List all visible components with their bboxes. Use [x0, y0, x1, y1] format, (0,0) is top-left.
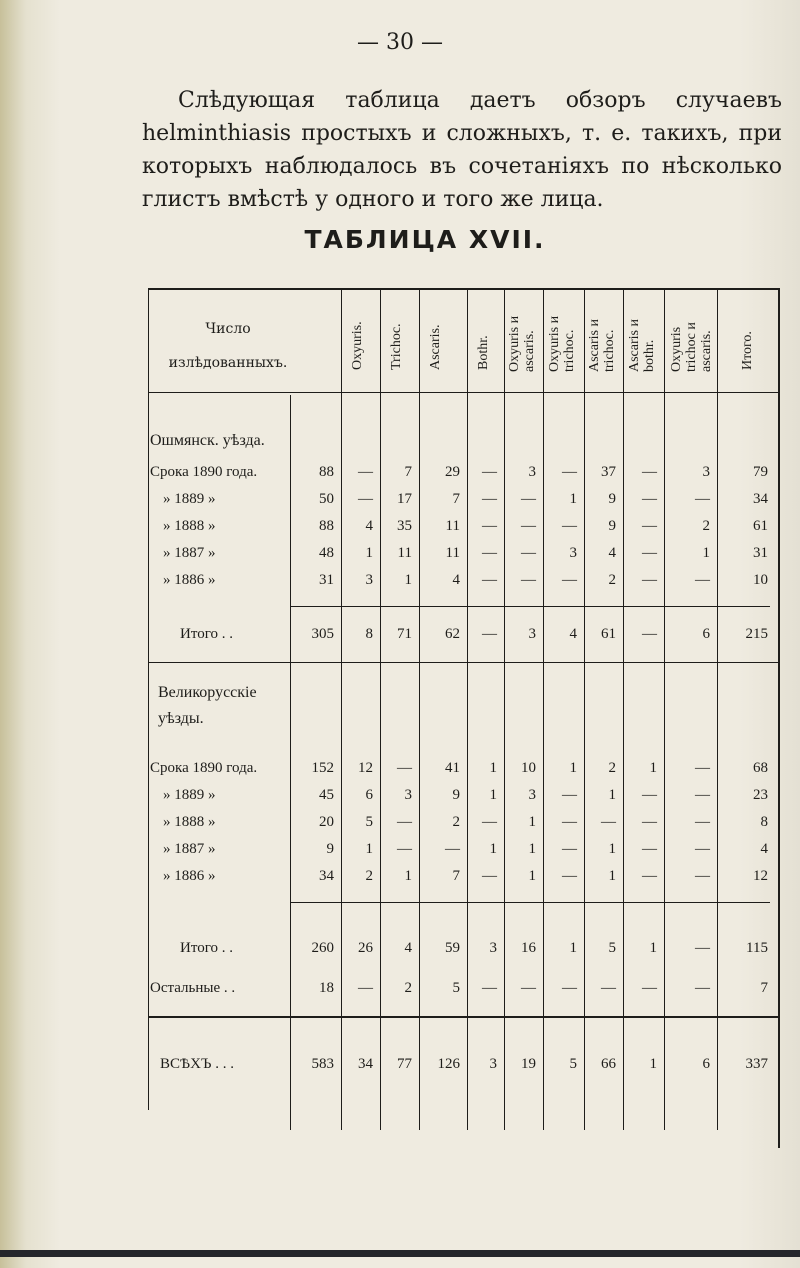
col-rule [543, 288, 544, 1130]
table-cell: — [397, 841, 412, 857]
table-cell: 1 [569, 760, 577, 776]
table-cell: 1 [528, 841, 536, 857]
table-cell: — [521, 518, 536, 534]
table-cell: 6 [702, 1056, 710, 1072]
table-cell: 18 [319, 980, 334, 996]
table-cell: 16 [521, 940, 536, 956]
table-cell: 3 [569, 545, 577, 561]
table-cell: 337 [745, 1056, 768, 1072]
table-cell: 61 [601, 626, 616, 642]
col-rule [504, 288, 505, 1130]
table-cell: — [642, 491, 657, 507]
table-cell: — [397, 760, 412, 776]
header-line: Oxyuris [669, 326, 684, 372]
table-cell: 20 [319, 814, 334, 830]
table-cell: — [482, 518, 497, 534]
table-cell: — [642, 814, 657, 830]
table-cell: 8 [365, 626, 373, 642]
header-oxyuris-ascaris [507, 316, 537, 372]
table-cell: 7 [404, 464, 412, 480]
intro-paragraph: Слѣдующая таблица даетъ обзоръ случаевъ helminthiasis простыхъ и сложныхъ, т. е. такихъ, при которыхъ наблюдалось въ сочетаніяхъ по нѣсколько глистъ вмѣстѣ у одного и того же лица. [142, 88, 782, 212]
row-label: » 1886 » [163, 572, 216, 588]
table-cell: 3 [404, 787, 412, 803]
table-cell: — [695, 814, 710, 830]
section-velikorusskie [158, 680, 257, 732]
table-cell: — [601, 980, 616, 996]
table-cell: — [482, 868, 497, 884]
col-rule [380, 288, 381, 1130]
header-ascaris-trichoc [587, 319, 617, 372]
table-left-rule [148, 288, 149, 1110]
table-cell: 88 [319, 518, 334, 534]
subtotal-rule-1 [290, 606, 770, 607]
table-cell: 6 [365, 787, 373, 803]
table-cell: 1 [702, 545, 710, 561]
header-ascaris-bothr [627, 319, 657, 372]
table-cell: — [695, 980, 710, 996]
header-ascaris: Ascaris. [428, 324, 443, 370]
table-cell: 1 [608, 787, 616, 803]
table-cell: — [521, 572, 536, 588]
header-line: trichoc. [562, 329, 577, 372]
table-cell: 4 [404, 940, 412, 956]
table-cell: 215 [745, 626, 768, 642]
row-label: Остальные . . [150, 980, 236, 996]
row-label: ВСѢХЪ . . . [160, 1056, 234, 1072]
header-line: Ascaris и [587, 319, 602, 372]
table-cell: 79 [753, 464, 768, 480]
header-line: bothr. [642, 339, 657, 372]
table-cell: 2 [608, 572, 616, 588]
col-rule [584, 288, 585, 1130]
table-cell: — [445, 841, 460, 857]
table-cell: 2 [608, 760, 616, 776]
table-cell: 1 [649, 1056, 657, 1072]
header-line: trichoc и [684, 322, 699, 372]
header-line: Oxyuris и [507, 315, 522, 372]
table-cell: 1 [569, 491, 577, 507]
table-cell: 12 [358, 760, 373, 776]
table-cell: 4 [452, 572, 460, 588]
table-cell: — [521, 980, 536, 996]
row-label: Итого . . [180, 940, 233, 956]
table-cell: — [562, 572, 577, 588]
col-rule [623, 288, 624, 1130]
col-rule [419, 288, 420, 1130]
table-top-rule [148, 288, 778, 290]
table-cell: 9 [608, 518, 616, 534]
header-total: Итого. [740, 331, 755, 370]
table-cell: 1 [404, 572, 412, 588]
table-cell: 4 [608, 545, 616, 561]
table-cell: — [642, 868, 657, 884]
table-title: ТАБЛИЦА XVII. [304, 225, 546, 254]
header-bothr: Bothr. [476, 335, 491, 370]
table-cell: — [482, 464, 497, 480]
col-rule [341, 288, 342, 1130]
table-cell: 9 [608, 491, 616, 507]
table-cell: 34 [358, 1056, 373, 1072]
table-cell: 1 [365, 841, 373, 857]
table-cell: 37 [601, 464, 616, 480]
table-cell: 152 [311, 760, 334, 776]
table-cell: 3 [702, 464, 710, 480]
table-cell: 2 [404, 980, 412, 996]
table-cell: 31 [753, 545, 768, 561]
row-label: » 1889 » [163, 491, 216, 507]
table-cell: — [482, 491, 497, 507]
table-cell: — [601, 814, 616, 830]
table-cell: — [358, 980, 373, 996]
page-edge-band [0, 1250, 800, 1257]
header-oxyuris-trichoc [547, 316, 577, 372]
table-cell: — [695, 572, 710, 588]
table-cell: 1 [569, 940, 577, 956]
row-label: Срока 1890 года. [150, 760, 258, 776]
col-rule [664, 288, 665, 1130]
table-cell: 29 [445, 464, 460, 480]
col-rule [467, 288, 468, 1130]
table-cell: 66 [601, 1056, 616, 1072]
table-cell: — [358, 491, 373, 507]
row-label: » 1887 » [163, 545, 216, 561]
section-line: Великорусскіе [158, 684, 257, 701]
table-cell: — [562, 868, 577, 884]
table-cell: — [642, 626, 657, 642]
table-cell: 1 [404, 868, 412, 884]
table-cell: 1 [489, 760, 497, 776]
table-cell: 2 [702, 518, 710, 534]
table-cell: — [695, 940, 710, 956]
table-cell: 71 [397, 626, 412, 642]
header-rule [148, 392, 778, 393]
table-cell: 1 [365, 545, 373, 561]
header-first-column: Число излѣдованныхъ. [168, 321, 288, 371]
table-cell: 61 [753, 518, 768, 534]
table-right-rule [778, 288, 780, 1148]
table-cell: — [642, 545, 657, 561]
table-cell: 59 [445, 940, 460, 956]
table-cell: 4 [365, 518, 373, 534]
table-cell: 1 [528, 814, 536, 830]
table-cell: 45 [319, 787, 334, 803]
table-cell: — [642, 841, 657, 857]
table-cell: 5 [365, 814, 373, 830]
table-cell: 1 [608, 841, 616, 857]
header-line: ascaris. [699, 330, 714, 372]
table-cell: 3 [489, 1056, 497, 1072]
header-line: trichoc. [602, 329, 617, 372]
table-cell: 35 [397, 518, 412, 534]
table-cell: 3 [528, 787, 536, 803]
row-label: Итого . . [180, 626, 233, 642]
table-cell: 4 [760, 841, 768, 857]
table-cell: — [482, 626, 497, 642]
table-cell: — [482, 545, 497, 561]
table-cell: — [521, 491, 536, 507]
table-cell: — [521, 545, 536, 561]
table-cell: — [562, 841, 577, 857]
table-cell: 126 [437, 1056, 460, 1072]
table-cell: 1 [649, 760, 657, 776]
table-cell: — [695, 760, 710, 776]
table-cell: 10 [521, 760, 536, 776]
table-cell: 2 [365, 868, 373, 884]
row-label: » 1887 » [163, 841, 216, 857]
table-cell: 3 [365, 572, 373, 588]
table-cell: 4 [569, 626, 577, 642]
section-rule-1 [148, 662, 778, 663]
table-cell: 50 [319, 491, 334, 507]
table-cell: 11 [397, 545, 412, 561]
table-cell: — [562, 464, 577, 480]
table-cell: 12 [753, 868, 768, 884]
table-cell: 1 [489, 841, 497, 857]
table-cell: — [695, 787, 710, 803]
table-cell: 305 [311, 626, 334, 642]
grand-total-rule [148, 1016, 778, 1018]
table-cell: 31 [319, 572, 334, 588]
table-cell: 19 [521, 1056, 536, 1072]
table-cell: 48 [319, 545, 334, 561]
table-cell: 77 [397, 1056, 412, 1072]
table-cell: 1 [608, 868, 616, 884]
table-cell: — [482, 980, 497, 996]
table-cell: 9 [452, 787, 460, 803]
table-cell: 3 [528, 464, 536, 480]
table-cell: 68 [753, 760, 768, 776]
col-rule [717, 288, 718, 1130]
table-cell: — [482, 572, 497, 588]
table-cell: 9 [326, 841, 334, 857]
table-cell: — [642, 980, 657, 996]
section-line: уѣзды. [158, 710, 204, 727]
table-cell: 7 [760, 980, 768, 996]
table-cell: 11 [445, 545, 460, 561]
table-cell: — [562, 814, 577, 830]
table-cell: 17 [397, 491, 412, 507]
table-cell: 583 [311, 1056, 334, 1072]
table-cell: — [562, 787, 577, 803]
table-cell: 1 [489, 787, 497, 803]
table-cell: — [642, 464, 657, 480]
table-cell: — [642, 518, 657, 534]
table-cell: 6 [702, 626, 710, 642]
table-cell: 7 [452, 491, 460, 507]
table-cell: — [642, 787, 657, 803]
col-rule [290, 395, 291, 1130]
table-cell: — [695, 868, 710, 884]
table-cell: 34 [319, 868, 334, 884]
table-cell: 23 [753, 787, 768, 803]
table-cell: 8 [760, 814, 768, 830]
row-label: » 1888 » [163, 518, 216, 534]
row-label: Срока 1890 года. [150, 464, 258, 480]
table-cell: — [562, 518, 577, 534]
table-cell: 34 [753, 491, 768, 507]
table-cell: 10 [753, 572, 768, 588]
table-cell: 1 [528, 868, 536, 884]
row-label: » 1886 » [163, 868, 216, 884]
table-cell: 2 [452, 814, 460, 830]
table-cell: 5 [569, 1056, 577, 1072]
table-cell: 115 [746, 940, 768, 956]
table-cell: 26 [358, 940, 373, 956]
table-cell: 3 [528, 626, 536, 642]
table-cell: 260 [311, 940, 334, 956]
table-cell: — [695, 491, 710, 507]
row-label: » 1889 » [163, 787, 216, 803]
table-cell: 7 [452, 868, 460, 884]
table-cell: 5 [452, 980, 460, 996]
table-cell: — [397, 814, 412, 830]
page-number: — 30 — [357, 30, 443, 55]
table-cell: — [562, 980, 577, 996]
table-cell: 88 [319, 464, 334, 480]
header-line: Ascaris и [627, 319, 642, 372]
table-cell: — [695, 841, 710, 857]
section-oshmiansk: Ошмянск. уѣзда. [150, 432, 265, 449]
header-oxyuris-trichoc-ascaris [669, 322, 714, 372]
header-line: ascaris. [522, 330, 537, 372]
table-cell: 41 [445, 760, 460, 776]
subtotal-rule-2 [290, 902, 770, 903]
table-cell: — [642, 572, 657, 588]
table-cell: — [482, 814, 497, 830]
table-cell: 11 [445, 518, 460, 534]
table-cell: 1 [649, 940, 657, 956]
table-cell: 5 [608, 940, 616, 956]
table-cell: 3 [489, 940, 497, 956]
header-trichoc: Trichoc. [389, 323, 404, 370]
row-label: » 1888 » [163, 814, 216, 830]
header-oxyuris: Oxyuris. [350, 321, 365, 370]
header-line: Oxyuris и [547, 315, 562, 372]
table-cell: — [358, 464, 373, 480]
table-cell: 62 [445, 626, 460, 642]
